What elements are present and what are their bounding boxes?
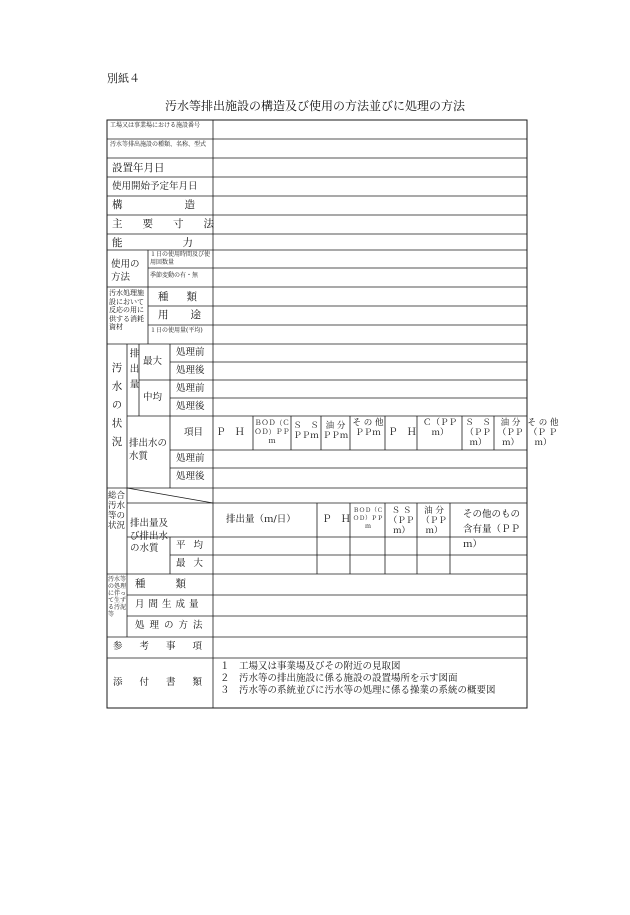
total-avg: 平均 [176, 540, 212, 551]
sludge-monthly: 月間生成量 [135, 599, 203, 610]
quality-oil2-header: 油 分（ＰＰｍ） [497, 418, 524, 448]
row-structure: 構造 [112, 199, 257, 211]
attachments-list [220, 661, 496, 697]
total-ss-header: Ｓ Ｓ（ＰＰ ｍ） [388, 506, 415, 536]
quality-ss-header: Ｓ Ｓ ＰＰｍ [293, 421, 319, 441]
row-facility-type: 汚水等排出施設の種類、名称、型式 [110, 141, 207, 148]
flow-header: 排出量（ｍ/日） [226, 514, 296, 525]
quality-other-header: そ の 他 ＰＰｍ [352, 418, 384, 438]
row-purpose: 用途 [158, 309, 223, 321]
total-other-header: その他のもの含有量（ＰＰｍ） [463, 509, 521, 550]
quality-ss2-header: Ｓ Ｓ（ＰＰｍ） [465, 418, 491, 448]
sludge-kind: 種類 [135, 578, 216, 590]
form-id: 別紙４ [107, 72, 140, 85]
row-facility-no: 工場又は事業場における施設番号 [110, 122, 201, 129]
row-dimensions: 主要寸法 [112, 218, 234, 230]
form-title: 汚水等排出施設の構造及び使用の方法並びに処理の方法 [164, 99, 465, 113]
discharge-label: 排出量 [127, 348, 139, 395]
total-max: 最大 [176, 558, 212, 569]
row-usage-hours: １日の使用時間及び使用回数量 [150, 251, 211, 266]
quality-item-header: 項目 [184, 427, 204, 438]
reference-label: 参考事項 [113, 641, 220, 652]
row-materials-group: 汚水処理施設において反応の用に供する消耗資材 [109, 289, 144, 331]
row-daily-use: １日の使用量(平均) [150, 327, 203, 334]
avg-before: 処理前 [176, 383, 205, 394]
max-after: 処理後 [176, 365, 205, 376]
discharge-avg: 中均 [143, 392, 163, 403]
attachment-item: ３ 汚水等の系統並びに汚水等の処理に係る操業の系統の概要図 [220, 685, 496, 696]
total-status-label: 総合汚水等の状況 [108, 491, 126, 531]
row-start-date: 使用開始予定年月日 [112, 181, 198, 192]
quality-other2-header: そ の 他（Ｐ Ｐｍ） [527, 418, 559, 448]
discharge-max: 最大 [143, 356, 163, 367]
total-oil-header: 油 分（ＰＰ ｍ） [421, 506, 447, 536]
quality-ph2-header: Ｐ Ｈ [388, 427, 417, 438]
total-ph-header: Ｐ Ｈ [322, 514, 351, 525]
quality-oil-header: 油 分 ＰＰｍ [322, 421, 349, 441]
quality-c-header: Ｃ（ＰＰｍ） [422, 418, 457, 438]
row-seasonal: 季節変動の有・無 [150, 272, 199, 279]
wastewater-status-label: 汚水の状況 [110, 362, 123, 455]
row-kind: 種類 [158, 291, 215, 303]
total-bod-header: ＢＯＤ（ＣＯＤ）ＰＰｍ [352, 507, 383, 530]
attachment-item: １ 工場又は事業場及びその附近の見取図 [220, 661, 401, 672]
quality-ph-header: Ｐ Ｈ [216, 427, 245, 438]
water-quality-label: 排出水の水質 [129, 438, 168, 462]
attachments-label: 添付書類 [113, 677, 220, 688]
avg-after: 処理後 [176, 401, 205, 412]
sludge-group-label: 汚水等の処理に伴って生ずる汚泥等 [108, 576, 127, 618]
attachment-item: ２ 汚水等の排出施設に係る施設の設置場所を示す図面 [220, 673, 458, 684]
sludge-disposal: 処理の方法 [135, 620, 208, 631]
quality-bod-header: ＢＯＤ（ＣＯＤ）ＰＰｍ [254, 419, 290, 445]
row-install-date: 設置年月日 [112, 162, 165, 174]
total-discharge-label: 排出量及び排出水の水質 [130, 518, 169, 554]
quality-before: 処理前 [176, 453, 205, 464]
row-capacity: 能力 [112, 237, 253, 249]
row-usage-method: 使用の方法 [111, 259, 140, 283]
quality-after: 処理後 [176, 471, 205, 482]
max-before: 処理前 [176, 347, 205, 358]
